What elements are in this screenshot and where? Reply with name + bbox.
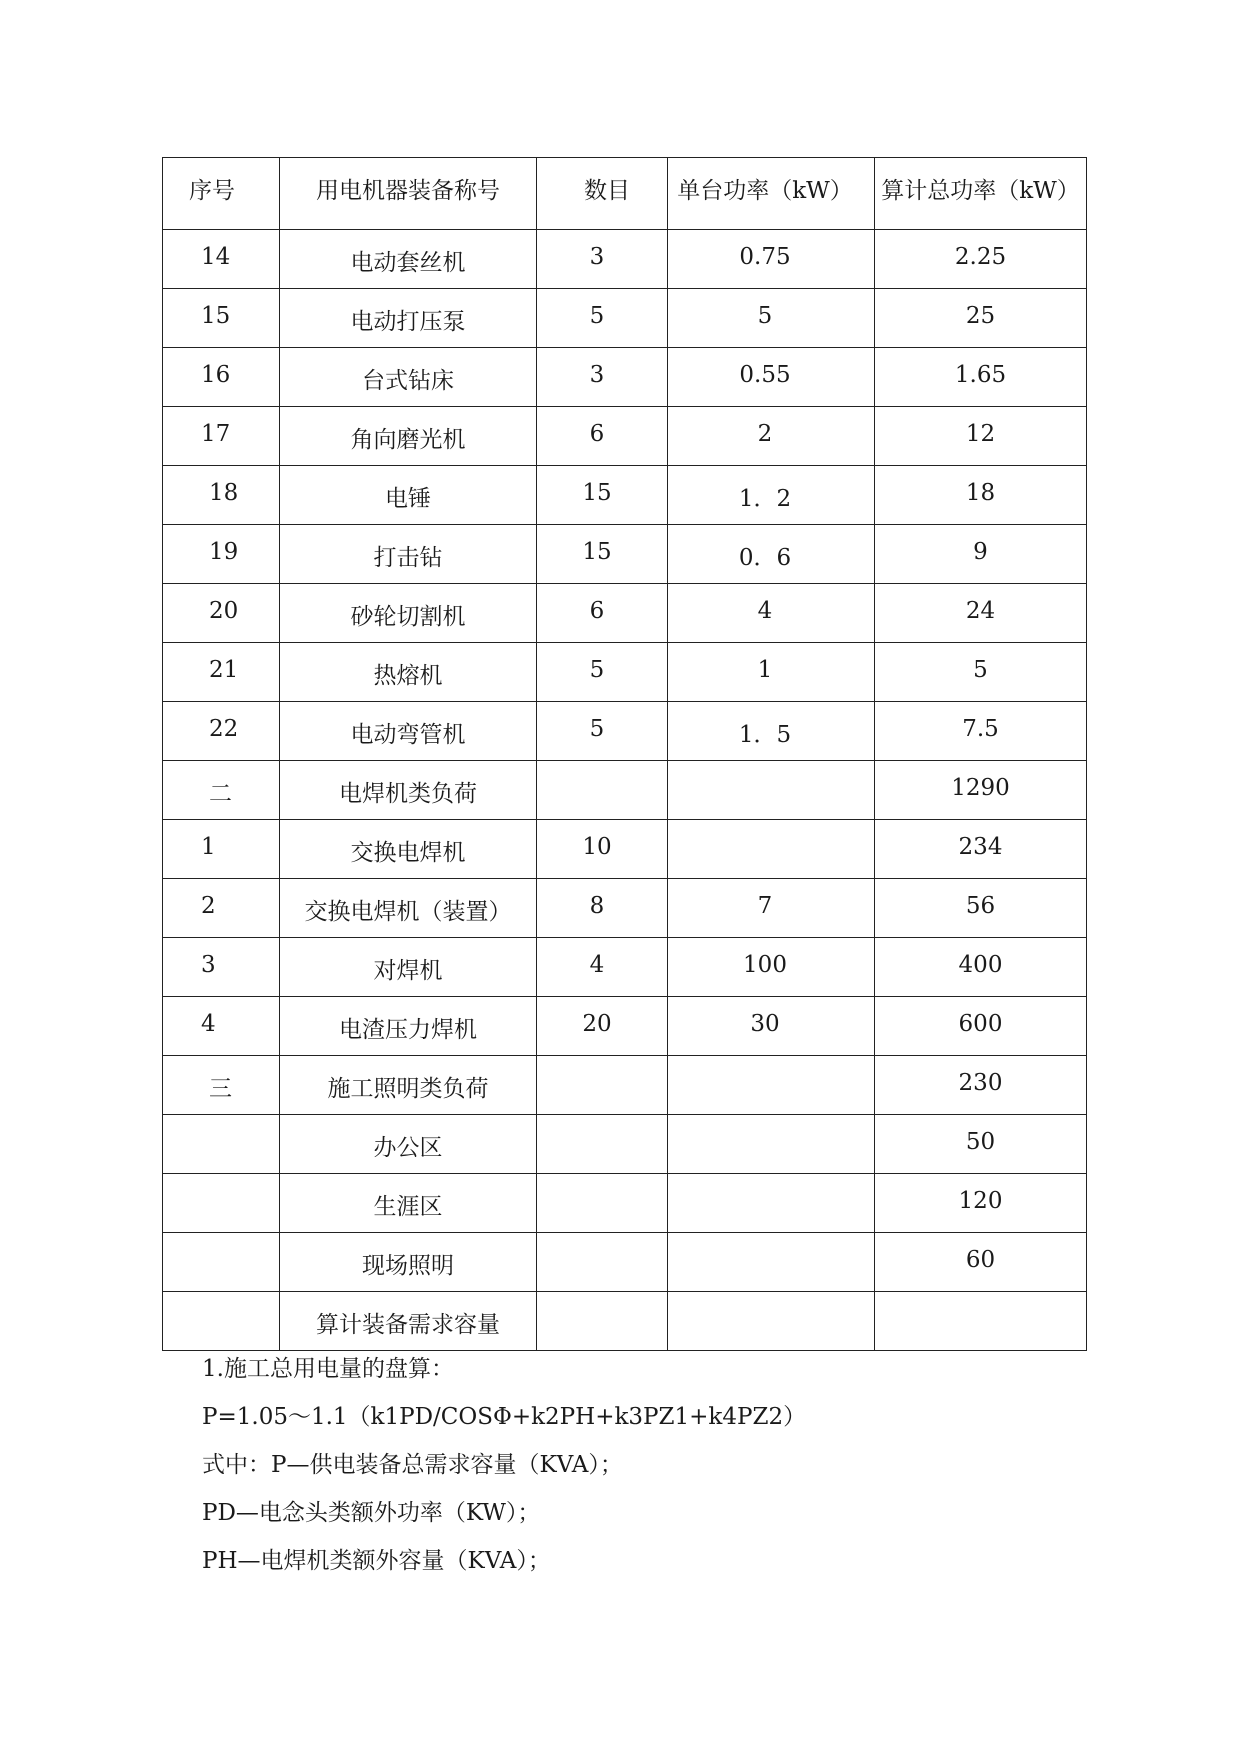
cell-unit-power: 30 (668, 997, 875, 1056)
cell-serial (163, 1174, 280, 1233)
table-row (163, 525, 1087, 584)
table-row (163, 702, 1087, 761)
table-body (163, 230, 1087, 1351)
table-row (163, 1292, 1087, 1351)
cell-quantity: 4 (537, 938, 668, 997)
cell-unit-power: 0．6 (668, 525, 875, 584)
note-line: PH—电焊机类额外容量（KVA）； (202, 1548, 551, 1574)
header-quantity: 数目 (537, 158, 668, 230)
cell-unit-power: 1 (668, 643, 875, 702)
table-row (163, 348, 1087, 407)
cell-unit-power: 1．2 (668, 466, 875, 525)
cell-equipment-name: 办公区 (280, 1115, 537, 1174)
header-equipment-name: 用电机器装备称号 (280, 158, 537, 230)
cell-total-power: 12 (875, 407, 1087, 466)
cell-unit-power: 5 (668, 289, 875, 348)
cell-quantity: 20 (537, 997, 668, 1056)
cell-quantity (537, 1233, 668, 1292)
cell-total-power: 5 (875, 643, 1087, 702)
cell-unit-power: 1．5 (668, 702, 875, 761)
cell-quantity (537, 1115, 668, 1174)
cell-serial: 19 (163, 525, 280, 584)
cell-quantity (537, 1056, 668, 1115)
cell-serial (163, 1233, 280, 1292)
cell-unit-power: 100 (668, 938, 875, 997)
cell-unit-power (668, 1174, 875, 1233)
cell-unit-power (668, 1292, 875, 1351)
cell-total-power: 2.25 (875, 230, 1087, 289)
cell-quantity: 6 (537, 407, 668, 466)
table-row (163, 879, 1087, 938)
table-row (163, 1056, 1087, 1115)
cell-equipment-name: 打击钻 (280, 525, 537, 584)
cell-total-power: 50 (875, 1115, 1087, 1174)
cell-unit-power: 4 (668, 584, 875, 643)
cell-total-power: 60 (875, 1233, 1087, 1292)
note-line: PD—电念头类额外功率（KW）； (202, 1500, 541, 1526)
cell-equipment-name: 电动套丝机 (280, 230, 537, 289)
cell-quantity (537, 761, 668, 820)
cell-total-power: 1290 (875, 761, 1087, 820)
cell-equipment-name: 现场照明 (280, 1233, 537, 1292)
cell-unit-power (668, 1233, 875, 1292)
header-unit-power: 单台功率（kW） (668, 158, 875, 230)
cell-serial: 4 (163, 997, 280, 1056)
cell-unit-power: 7 (668, 879, 875, 938)
cell-equipment-name: 电渣压力焊机 (280, 997, 537, 1056)
cell-total-power: 9 (875, 525, 1087, 584)
cell-equipment-name: 交换电焊机（装置） (280, 879, 537, 938)
table-row (163, 466, 1087, 525)
cell-serial: 17 (163, 407, 280, 466)
cell-total-power: 120 (875, 1174, 1087, 1233)
cell-equipment-name: 台式钻床 (280, 348, 537, 407)
cell-total-power: 234 (875, 820, 1087, 879)
cell-quantity: 5 (537, 702, 668, 761)
cell-serial: 14 (163, 230, 280, 289)
cell-total-power: 24 (875, 584, 1087, 643)
cell-total-power: 400 (875, 938, 1087, 997)
table-row (163, 584, 1087, 643)
table-row (163, 1115, 1087, 1174)
cell-equipment-name: 电焊机类负荷 (280, 761, 537, 820)
cell-total-power: 1.65 (875, 348, 1087, 407)
table-header-row (163, 158, 1087, 230)
calculation-notes (202, 1345, 1102, 1585)
table-row (163, 761, 1087, 820)
equipment-power-table (162, 157, 1087, 1351)
cell-equipment-name: 电动弯管机 (280, 702, 537, 761)
cell-unit-power (668, 1115, 875, 1174)
note-line: P=1.05～1.1（k1PD/COSΦ+k2PH+k3PZ1+k4PZ2） (202, 1404, 807, 1430)
cell-unit-power: 0.75 (668, 230, 875, 289)
cell-equipment-name: 电动打压泵 (280, 289, 537, 348)
cell-unit-power: 2 (668, 407, 875, 466)
table-row (163, 997, 1087, 1056)
table-row (163, 938, 1087, 997)
table-row (163, 643, 1087, 702)
cell-quantity: 5 (537, 643, 668, 702)
cell-serial: 三 (163, 1056, 280, 1115)
cell-total-power: 25 (875, 289, 1087, 348)
cell-serial: 1 (163, 820, 280, 879)
cell-total-power: 18 (875, 466, 1087, 525)
cell-quantity: 15 (537, 466, 668, 525)
header-total-power: 算计总功率（kW） (875, 158, 1087, 230)
table-row (163, 1174, 1087, 1233)
header-serial: 序号 (163, 158, 280, 230)
cell-total-power: 230 (875, 1056, 1087, 1115)
cell-equipment-name: 角向磨光机 (280, 407, 537, 466)
cell-serial: 18 (163, 466, 280, 525)
cell-serial: 二 (163, 761, 280, 820)
cell-quantity: 10 (537, 820, 668, 879)
cell-quantity (537, 1174, 668, 1233)
table-row (163, 289, 1087, 348)
cell-serial: 16 (163, 348, 280, 407)
table-row (163, 230, 1087, 289)
cell-equipment-name: 生涯区 (280, 1174, 537, 1233)
table-row (163, 1233, 1087, 1292)
cell-quantity: 6 (537, 584, 668, 643)
cell-total-power: 7.5 (875, 702, 1087, 761)
cell-serial (163, 1115, 280, 1174)
cell-total-power (875, 1292, 1087, 1351)
cell-total-power: 56 (875, 879, 1087, 938)
cell-total-power: 600 (875, 997, 1087, 1056)
cell-unit-power (668, 820, 875, 879)
cell-unit-power (668, 761, 875, 820)
cell-quantity: 3 (537, 230, 668, 289)
cell-serial: 15 (163, 289, 280, 348)
cell-serial (163, 1292, 280, 1351)
cell-unit-power: 0.55 (668, 348, 875, 407)
cell-equipment-name: 交换电焊机 (280, 820, 537, 879)
cell-equipment-name: 砂轮切割机 (280, 584, 537, 643)
cell-quantity: 8 (537, 879, 668, 938)
cell-serial: 20 (163, 584, 280, 643)
table-row (163, 407, 1087, 466)
cell-serial: 3 (163, 938, 280, 997)
cell-equipment-name: 算计装备需求容量 (280, 1292, 537, 1351)
cell-serial: 21 (163, 643, 280, 702)
note-line: 式中：P—供电装备总需求容量（KVA）； (202, 1452, 623, 1478)
cell-quantity: 15 (537, 525, 668, 584)
cell-quantity (537, 1292, 668, 1351)
cell-quantity: 3 (537, 348, 668, 407)
cell-serial: 2 (163, 879, 280, 938)
cell-equipment-name: 对焊机 (280, 938, 537, 997)
cell-equipment-name: 施工照明类负荷 (280, 1056, 537, 1115)
cell-unit-power (668, 1056, 875, 1115)
cell-quantity: 5 (537, 289, 668, 348)
cell-equipment-name: 热熔机 (280, 643, 537, 702)
cell-serial: 22 (163, 702, 280, 761)
note-line: 1.施工总用电量的盘算： (202, 1356, 454, 1382)
table-row (163, 820, 1087, 879)
cell-equipment-name: 电锤 (280, 466, 537, 525)
